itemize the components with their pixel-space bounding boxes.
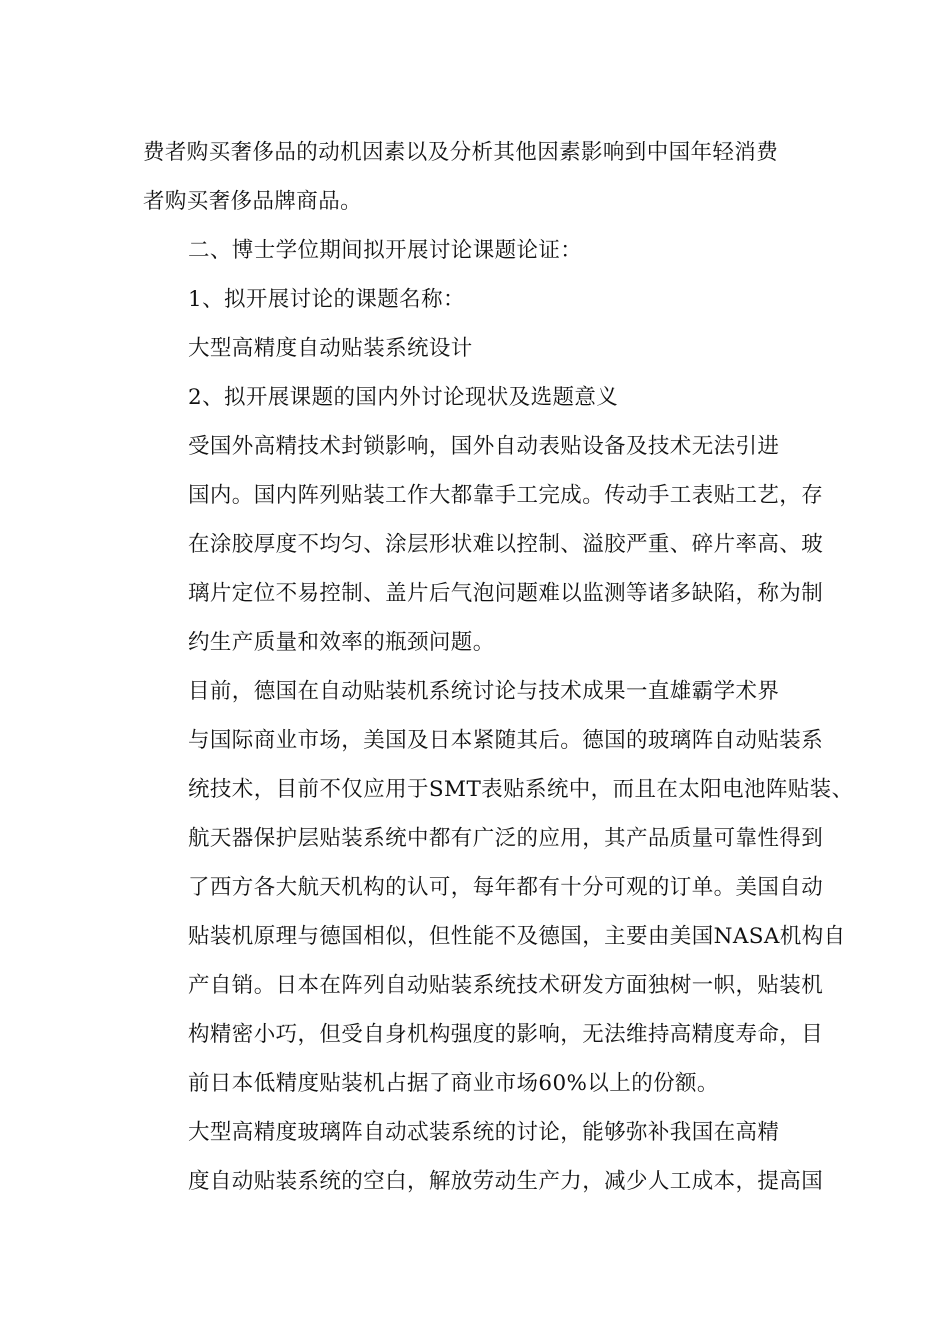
paragraph-research-significance xyxy=(143,1108,833,1206)
text-line: 在涂胶厚度不均匀、涂层形状难以控制、溢胶严重、碎片率高、玻 xyxy=(188,532,824,557)
text-line: 费者购买奢侈品的动机因素以及分析其他因素影响到中国年轻消费 xyxy=(143,140,779,165)
text-line: 贴装机原理与德国相似，但性能不及德国，主要由美国NASA机构自 xyxy=(188,924,846,949)
text-line: 大型高精度自动贴装系统设计 xyxy=(188,336,473,361)
text-line: 与国际商业市场，美国及日本紧随其后。德国的玻璃阵自动贴装系 xyxy=(188,728,824,753)
text-line: 航天器保护层贴装系统中都有广泛的应用，其产品质量可靠性得到 xyxy=(188,826,824,851)
text-line: 受国外高精技术封锁影响，国外自动表贴设备及技术无法引进 xyxy=(188,434,780,459)
text-line: 者购买奢侈品牌商品。 xyxy=(143,189,363,214)
text-line: 构精密小巧，但受自身机构强度的影响，无法维持高精度寿命，目 xyxy=(188,1022,824,1047)
section-heading-topic-argument xyxy=(143,226,833,275)
text-line: 约生产质量和效率的瓶颈问题。 xyxy=(188,630,495,655)
text-line: 了西方各大航天机构的认可，每年都有十分可观的订单。美国自动 xyxy=(188,875,824,900)
subheading-topic-name xyxy=(143,275,833,324)
text-line: 国内。国内阵列贴装工作大都靠手工完成。传动手工表贴工艺，存 xyxy=(188,483,824,508)
document-body xyxy=(143,128,854,1206)
text-line: 产自销。日本在阵列自动贴装系统技术研发方面独树一帜，贴装机 xyxy=(188,973,824,998)
text-line: 度自动贴装系统的空白，解放劳动生产力，减少人工成本，提高国 xyxy=(188,1169,824,1194)
paragraph-international-status xyxy=(143,667,854,1108)
text-line: 目前，德国在自动贴装机系统讨论与技术成果一直雄霸学术界 xyxy=(188,679,780,704)
text-line: 大型高精度玻璃阵自动忒装系统的讨论，能够弥补我国在高精 xyxy=(188,1120,780,1145)
text-line: 统技术，目前不仅应用于SMT表贴系统中，而且在太阳电池阵贴装、 xyxy=(188,777,854,802)
paragraph-consumer-motives xyxy=(143,128,833,226)
text-line: 1、拟开展讨论的课题名称： xyxy=(188,287,465,312)
paragraph-domestic-situation xyxy=(143,422,833,667)
subheading-research-status xyxy=(143,373,833,422)
text-line: 二、博士学位期间拟开展讨论课题论证： xyxy=(188,238,583,263)
text-line: 璃片定位不易控制、盖片后气泡问题难以监测等诸多缺陷，称为制 xyxy=(188,581,824,606)
topic-title xyxy=(143,324,833,373)
text-line: 前日本低精度贴装机占据了商业市场60%以上的份额。 xyxy=(188,1071,719,1096)
text-line: 2、拟开展课题的国内外讨论现状及选题意义 xyxy=(188,385,619,410)
